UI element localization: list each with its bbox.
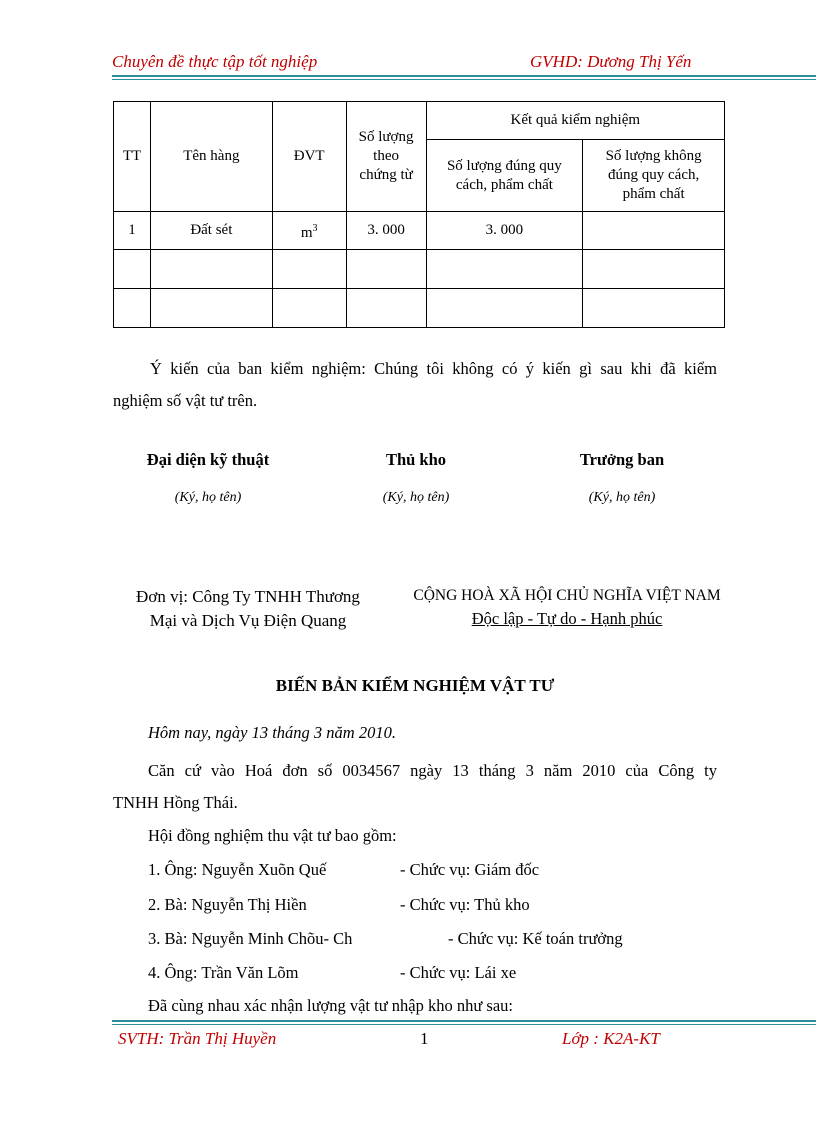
member-role: - Chức vụ: Thủ kho [400,895,530,914]
footer-right: Lớp : K2A-KT [562,1029,660,1048]
cell-tt: 1 [114,212,151,250]
member-name: 2. Bà: Nguyễn Thị Hiền [148,895,307,914]
cell-unit [272,289,346,328]
header-rule [112,75,816,80]
opinion-paragraph: Ý kiến của ban kiểm nghiệm: Chúng tôi không có ý kiến gì sau khi đã kiểm nghiệm số vật tư trên. [113,359,717,410]
confirm-line: Đã cùng nhau xác nhận lượng vật tư nhập kho như sau: [148,996,514,1015]
cell-unit [272,250,346,289]
document-title: BIẾN BẢN KIỂM NGHIỆM VẬT TƯ [275,676,555,695]
member-name: 1. Ông: Nguyễn Xuõn Quế [148,860,327,879]
signature-technical: Đại diện kỹ thuật (Ký, họ tên) [146,450,270,505]
footer-rule [112,1020,816,1025]
header-left: Chuyên đề thực tập tốt nghiệp [112,52,318,71]
cell-qty-ok: 3. 000 [426,212,583,250]
cell-name: Đất sét [150,212,272,250]
cell-qty-nok [583,250,725,289]
table-row [114,212,725,250]
table-header-row [114,102,725,140]
cell-tt [114,250,151,289]
cell-qty-doc [346,289,426,328]
member-role: - Chức vụ: Giám đốc [400,860,540,879]
col-header-qty-ok: Số lượng đúng quy cách, phẩm chất [426,140,583,212]
cell-qty-doc: 3. 000 [346,212,426,250]
cell-name [150,289,272,328]
table-row [114,250,725,289]
cell-qty-ok [426,289,583,328]
col-header-unit: ĐVT [272,102,346,212]
member-role: - Chức vụ: Kế toán trưởng [448,929,623,948]
cell-qty-ok [426,250,583,289]
cell-tt [114,289,151,328]
table-row [114,289,725,328]
cell-qty-doc [346,250,426,289]
unit-block: Đơn vị: Công Ty TNHH Thương Mại và Dịch Vụ Điện Quang [136,587,360,630]
council-line: Hội đồng nghiệm thu vật tư bao gồm: [148,826,397,845]
cell-qty-nok [583,289,725,328]
cell-qty-nok [583,212,725,250]
national-motto: CỘNG HOÀ XÃ HỘI CHỦ NGHĨA VIỆT NAM Độc lập - Tự do - Hạnh phúc [413,587,721,628]
member-name: 3. Bà: Nguyễn Minh Chõu- Ch [148,929,353,948]
cell-name [150,250,272,289]
col-header-result-group: Kết quả kiểm nghiệm [426,102,724,140]
footer-left: SVTH: Trần Thị Huyền [118,1029,277,1048]
inspection-table [113,101,725,328]
date-line: Hôm nay, ngày 13 tháng 3 năm 2010. [148,723,396,742]
col-header-name: Tên hàng [150,102,272,212]
header-right: GVHD: Dương Thị Yến [530,52,692,71]
member-role: - Chức vụ: Lái xe [400,963,517,982]
signature-storekeeper: Thủ kho (Ký, họ tên) [382,450,450,505]
col-header-qty-nok: Số lượng không đúng quy cách, phẩm chất [583,140,725,212]
cell-unit: $m^3$ [272,212,346,250]
page-number: 1 [420,1029,429,1048]
basis-paragraph: Căn cứ vào Hoá đơn số 0034567 ngày 13 tháng 3 năm 2010 của Công ty TNHH Hồng Thái. [113,761,717,812]
col-header-tt: TT [114,102,151,212]
signature-head: Trưởng ban (Ký, họ tên) [579,450,665,505]
col-header-qty-doc: Số lượng theo chứng từ [346,102,426,212]
member-name: 4. Ông: Trần Văn Lõm [148,963,299,982]
